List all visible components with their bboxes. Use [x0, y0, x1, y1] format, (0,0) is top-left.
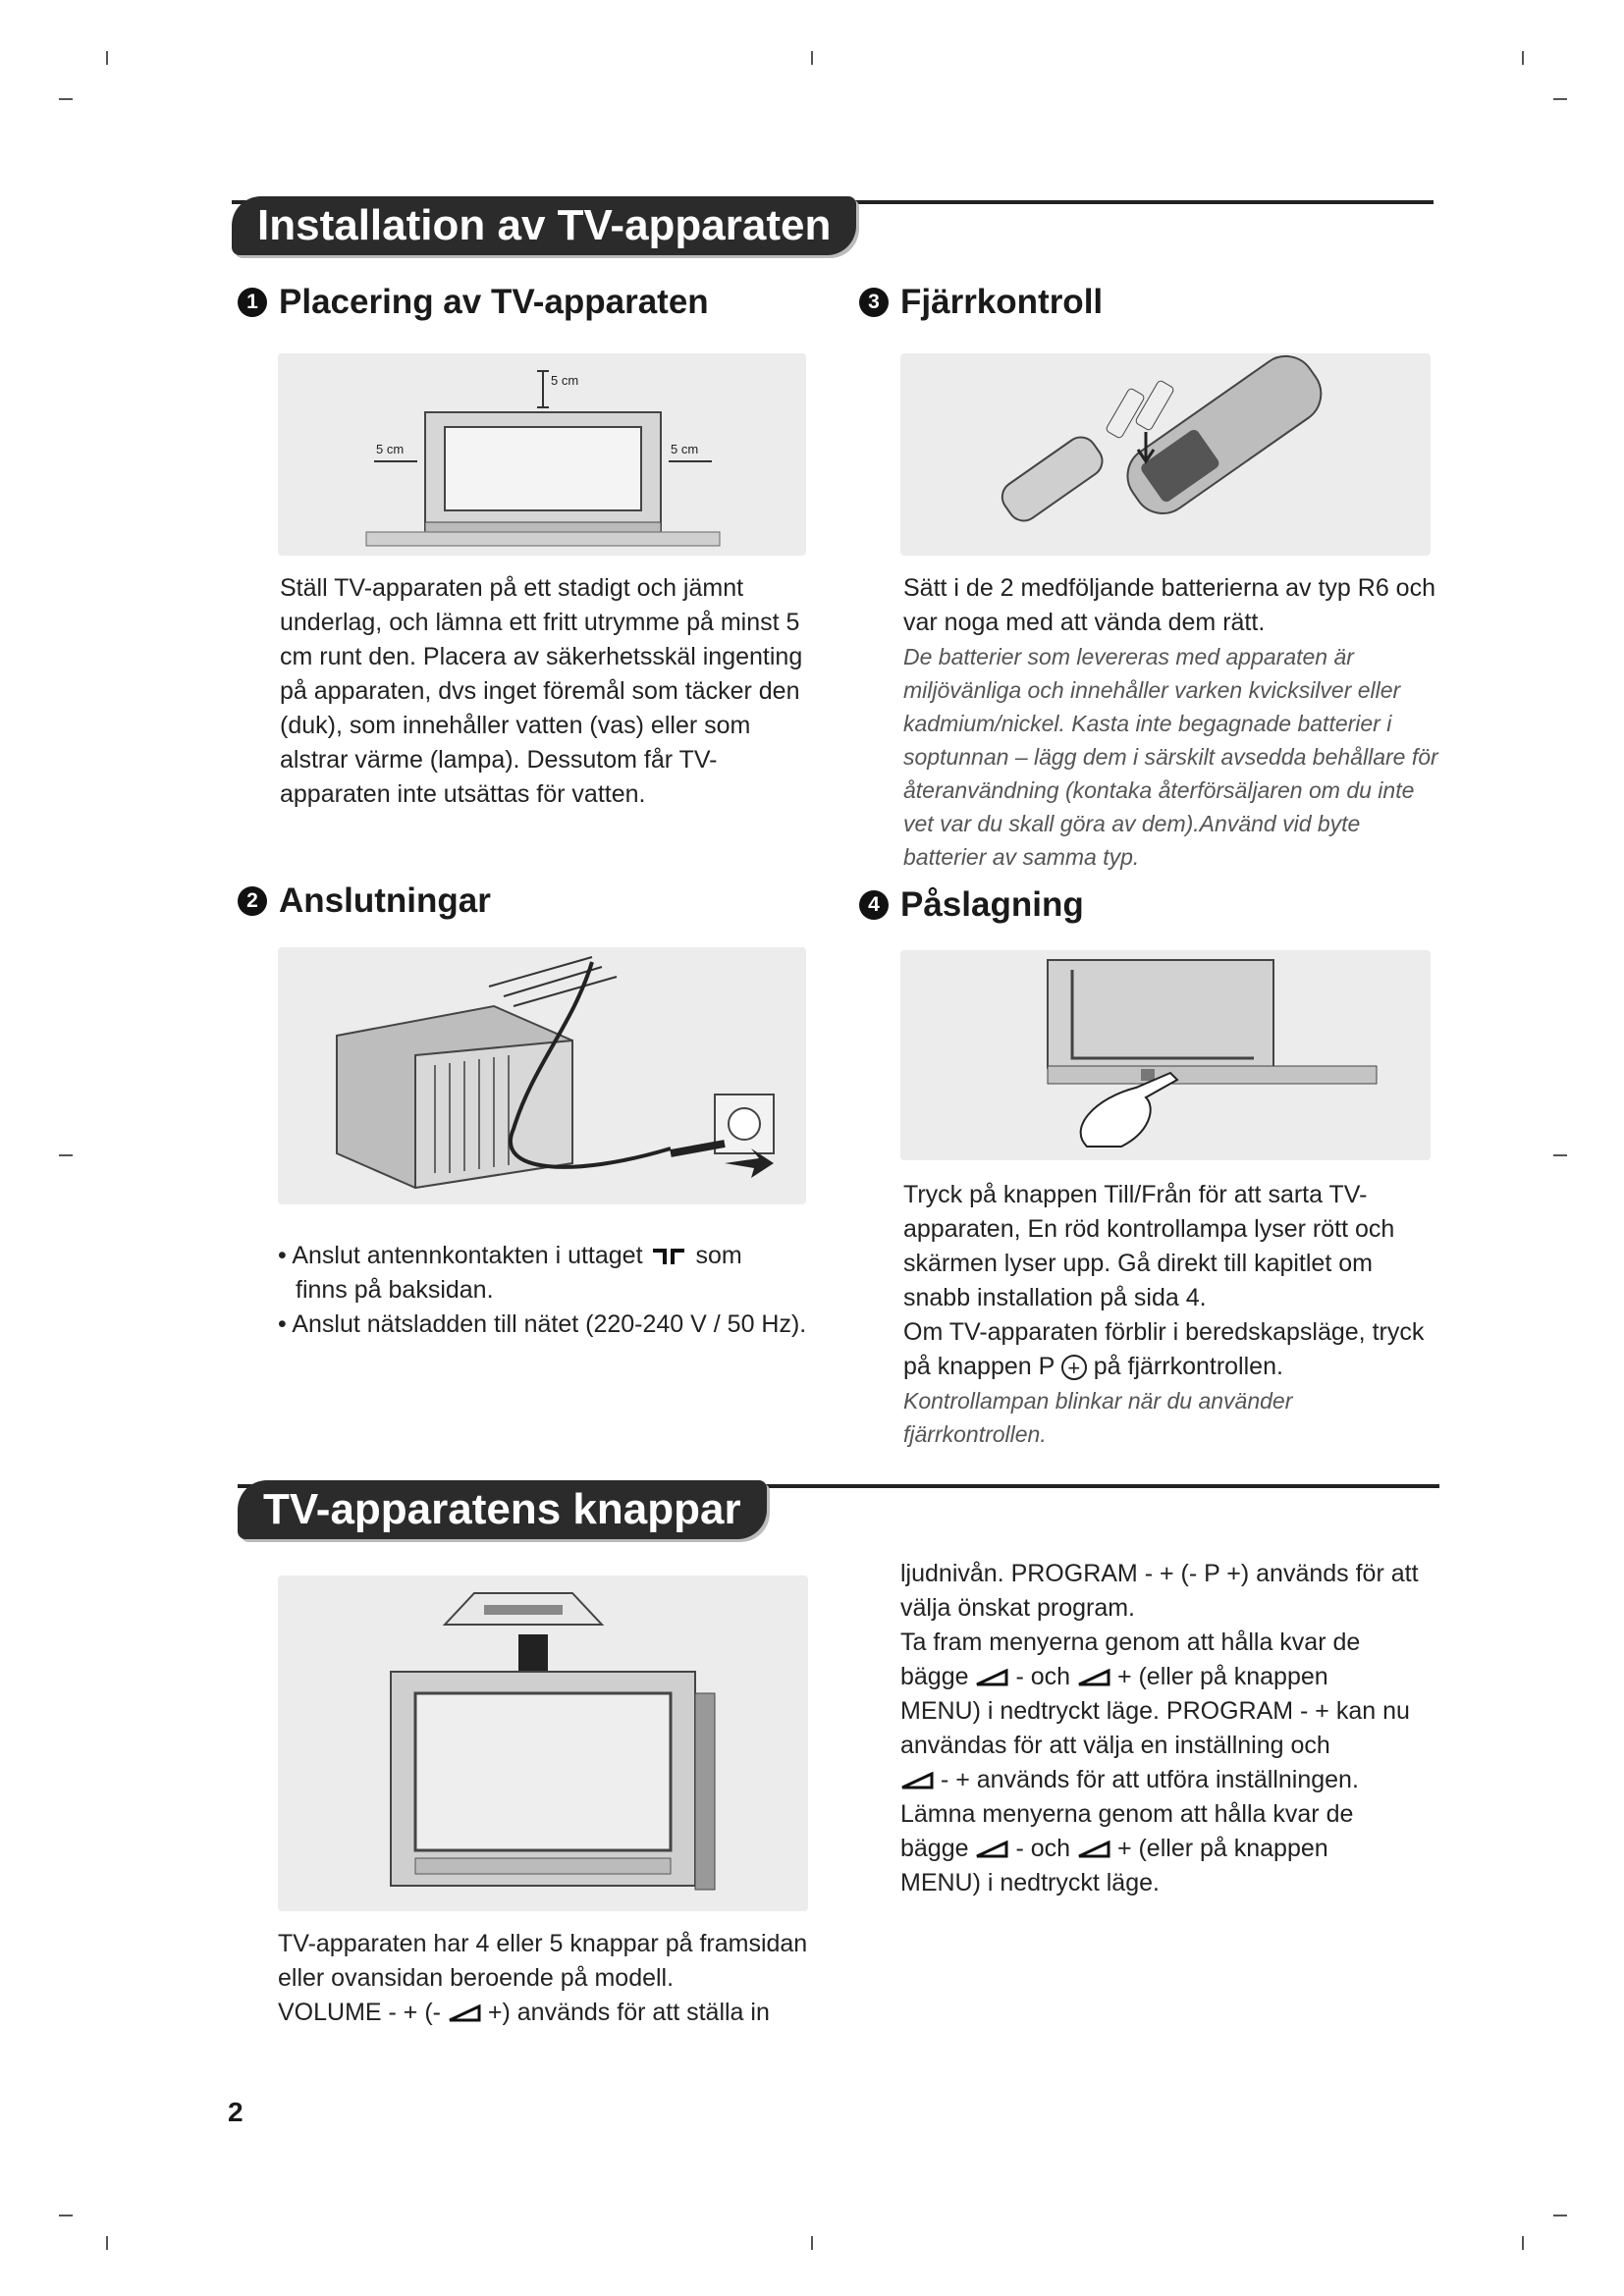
- crop-mark: [1522, 51, 1524, 65]
- heading-connections: [238, 881, 491, 921]
- bullet-antenna-cont: finns på baksidan.: [296, 1276, 494, 1304]
- power-note: Kontrollampan blinkar när du använder fjärrkontrollen.: [903, 1388, 1293, 1447]
- tv-placement-illustration: [278, 353, 806, 556]
- heading-text: Anslutningar: [279, 881, 491, 920]
- crop-mark: [1553, 1154, 1567, 1156]
- menu-program-text: MENU) i nedtryckt läge. PROGRAM - + kan nu användas för att välja en inställning och: [900, 1697, 1410, 1759]
- crop-mark: [59, 1154, 73, 1156]
- crop-mark: [1522, 2236, 1524, 2250]
- connections-illustration: [278, 947, 806, 1204]
- heading-power: [859, 885, 1084, 925]
- buttons-left-text: [278, 1927, 828, 2030]
- volume-icon: [448, 2004, 481, 2022]
- volume-text: VOLUME - + (- +) används för att ställa in: [278, 1999, 770, 2026]
- clearance-right-label: 5 cm: [671, 442, 699, 456]
- heading-remote: [859, 283, 1103, 322]
- step-number: 4: [859, 890, 889, 920]
- volume-icon: [975, 1669, 1008, 1686]
- remote-battery-illustration: [900, 353, 1431, 556]
- battery-note: De batterier som levereras med apparaten är miljövänliga och innehåller varken kvicksilver eller kadmium/nickel. Kasta inte begagnade batterier i soptunnan – lägg dem i särskilt avsedda behållare för återanvändning (kontaka återförsäljaren om du inte vet var du skall göra av dem).Använd vid byte batterier av samma typ.: [903, 644, 1438, 870]
- connections-text: [278, 1239, 828, 1342]
- buttons-intro: TV-apparaten har 4 eller 5 knappar på framsidan eller ovansidan beroende på modell.: [278, 1930, 808, 1992]
- section-title-buttons: TV-apparatens knappar: [238, 1480, 767, 1539]
- menu-close-end: MENU) i nedtryckt läge.: [900, 1869, 1160, 1896]
- clearance-left-label: 5 cm: [376, 442, 405, 456]
- bullet-antenna: • Anslut antennkontakten i uttaget som: [278, 1242, 742, 1269]
- heading-placement: [238, 283, 709, 322]
- menu-open-keys: bägge - och + (eller på knappen: [900, 1663, 1328, 1690]
- heading-text: Placering av TV-apparaten: [279, 283, 709, 321]
- standby-text: Om TV-apparaten förblir i beredskapsläge, tryck på knappen P + på fjärrkontrollen.: [903, 1318, 1425, 1381]
- volume-icon: [1077, 1669, 1110, 1686]
- menu-open-text: Ta fram menyerna genom att hålla kvar de: [900, 1629, 1361, 1656]
- menu-close-text: Lämna menyerna genom att hålla kvar de: [900, 1800, 1354, 1828]
- volume-icon: [975, 1841, 1008, 1858]
- antenna-socket-icon: [649, 1247, 688, 1266]
- volume-icon: [1077, 1841, 1110, 1858]
- crop-mark: [106, 2236, 108, 2250]
- crop-mark: [1553, 2215, 1567, 2216]
- remote-section-text: [903, 571, 1438, 874]
- plus-button-icon: +: [1061, 1355, 1087, 1380]
- crop-mark: [811, 2236, 813, 2250]
- bullet-antenna-text-end: som: [695, 1242, 742, 1269]
- heading-text: Påslagning: [900, 885, 1084, 924]
- crop-mark: [811, 51, 813, 65]
- bullet-antenna-text: Anslut antennkontakten i uttaget: [292, 1242, 643, 1269]
- clearance-top-label: 5 cm: [551, 373, 579, 388]
- power-text-block: [903, 1178, 1438, 1451]
- step-number: 1: [238, 288, 267, 317]
- menu-close-keys: bägge - och + (eller på knappen: [900, 1835, 1328, 1862]
- heading-text: Fjärrkontroll: [900, 283, 1104, 321]
- placement-text: Ställ TV-apparaten på ett stadigt och jämnt underlag, och lämna ett fritt utrymme på minst 5 cm runt den. Placera av säkerhetsskäl ingenting på apparaten, dvs inget föremål som täcker den (duk), som innehåller vatten (vas) eller som alstrar värme (lampa). Dessutom får TV-apparaten inte utsättas för vatten.: [280, 574, 803, 808]
- step-number: 3: [859, 288, 889, 317]
- bullet-mains-text: Anslut nätsladden till nätet (220-240 V / 50 Hz).: [292, 1310, 807, 1338]
- crop-mark: [59, 2215, 73, 2216]
- program-text: ljudnivån. PROGRAM - + (- P +) används för att välja önskat program.: [900, 1560, 1419, 1622]
- remote-text: Sätt i de 2 medföljande batterierna av typ R6 och var noga med att vända dem rätt.: [903, 574, 1435, 636]
- tv-buttons-illustration: [278, 1575, 808, 1911]
- power-button-illustration: [900, 950, 1431, 1160]
- power-text: Tryck på knappen Till/Från för att sarta TV-apparaten, En röd kontrollampa lyser rött och skärmen lyser upp. Gå direkt till kapitlet om snabb installation på sida 4.: [903, 1181, 1395, 1311]
- step-number: 2: [238, 886, 267, 916]
- menu-adjust-text: - + används för att utföra inställningen.: [900, 1763, 1442, 1797]
- page-number: 2: [228, 2097, 244, 2127]
- section-title-installation: Installation av TV-apparaten: [232, 196, 856, 255]
- buttons-right-text: [900, 1557, 1442, 1900]
- crop-mark: [106, 51, 108, 65]
- bullet-mains: • Anslut nätsladden till nätet (220-240 V / 50 Hz).: [278, 1310, 807, 1338]
- volume-icon: [900, 1772, 934, 1789]
- crop-mark: [59, 98, 73, 100]
- crop-mark: [1553, 98, 1567, 100]
